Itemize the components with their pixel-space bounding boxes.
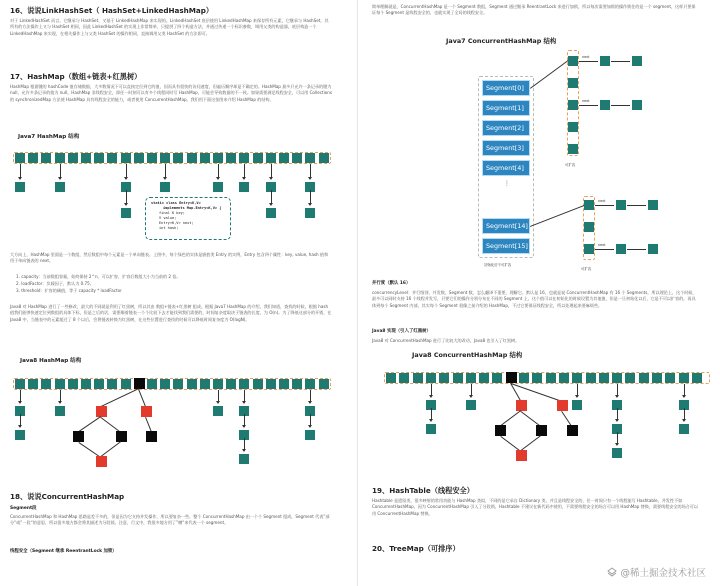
bucket — [200, 153, 210, 163]
expand-label-b: 可扩容 — [581, 267, 592, 271]
entry-node — [15, 430, 25, 440]
chain-arrow — [471, 384, 472, 396]
segment-3: Segment[3] — [482, 140, 530, 156]
next-link — [595, 205, 614, 206]
next-label: next — [598, 199, 606, 203]
entry-node — [612, 448, 622, 458]
chain-arrow — [310, 190, 311, 204]
segment-ellipsis: ⋮ — [504, 180, 510, 187]
bucket — [239, 379, 249, 389]
section-16-body: 对于 LinkedHashSet 而言，它继承与 HashSet、又基于 LinkedHashMap 来实现的。LinkedHashSet 底层使用 LinkedHashMap 来保存所有元素，它继承与 HashSet，其所有的方法操作上又与 HashSet 相同，因此 LinkedHashSet 的实现上非常简单，只提供了四个构造方法，并通过传递一个标识参数，调用父类的构造器，底层构造一个 LinkedHashMap 来实现，在相关操作上与父类 HashSet 的操作相同，直接调用父类 HashSet 的方法即可。 — [10, 18, 329, 36]
bucket — [147, 379, 157, 389]
next-link — [611, 105, 630, 106]
bucket — [55, 153, 65, 163]
segment-0: Segment[0] — [482, 80, 530, 96]
list-item: 2. loadFactor：负载因子，默认为 0.75。 — [16, 281, 94, 286]
tree-edge — [100, 441, 121, 457]
section-20-title: 20、TreeMap（可排序） — [372, 544, 460, 553]
list-item: 1. capacity：当前数组容量，始终保持 2^n，可以扩容，扩容后数组大小为当前的 2 倍。 — [16, 274, 181, 279]
bucket — [266, 379, 276, 389]
java8-description: Java8 对 HashMap 进行了一些修改，最大的不同就是利用了红黑树，所以其由 数组+链表+红黑树 组成。根据 Java7 HashMap 的介绍，我们知道，查找的时候，根据 hash 值我们能够快速定位到数组的具体下标，但是之后的话，需要顺着链表一个个比较下去才能找到我们需要的，时间复杂度取决于链表的长度，为 O(n)。为了降低这部分的开销，在 Java8 中，当链表中的元素超过了 8 个以后，会将链表转换为红黑树，在这些位置进行查找的时候可以降低时间复杂度为 O(logN)。 — [10, 304, 332, 322]
code-line: static class Entry<K,V> — [151, 201, 201, 205]
entry-node — [160, 182, 170, 192]
chain-arrow — [577, 384, 578, 396]
bucket — [305, 379, 315, 389]
java8-chm-body: Java8 对 ConcurrentHashMap 进行了比较大的改动，Java8 也引入了红黑树。 — [372, 338, 520, 343]
bucket — [479, 373, 489, 383]
bucket — [519, 373, 529, 383]
segment-heading: Segment段 — [10, 506, 37, 511]
bucket — [253, 153, 263, 163]
entry-node — [213, 406, 223, 416]
chain-arrow — [617, 408, 618, 420]
bucket — [107, 153, 117, 163]
java7-hashmap-title: Java7 HashMap 结构 — [18, 134, 80, 140]
tree-root-bucket — [506, 372, 517, 383]
bucket — [665, 373, 675, 383]
chain-arrow — [271, 164, 272, 178]
bucket — [612, 373, 622, 383]
bucket — [68, 379, 78, 389]
table-slot — [568, 144, 578, 154]
section-19-title: 19、HashTable（线程安全） — [372, 486, 474, 495]
segment-1: Segment[1] — [482, 100, 530, 116]
bucket — [68, 153, 78, 163]
tree-node-black — [536, 425, 547, 436]
bucket — [399, 373, 409, 383]
entry-node — [121, 208, 131, 218]
expand-label-a: 可扩容 — [565, 163, 576, 167]
entry-node — [213, 182, 223, 192]
bucket — [439, 373, 449, 383]
entry-node — [55, 182, 65, 192]
chain-arrow — [310, 390, 311, 402]
entry-node — [55, 406, 65, 416]
code-line: V value; — [159, 216, 177, 220]
section-17-body: HashMap 根据键的 hashCode 值存储数据，大多数情况下可以直接定位到它的值，因而具有很快的访问速度，但遍历顺序却是不确定的。HashMap 最多只允许一条记录的键为 null，允许多条记录的值为 null。HashMap 非线程安全，即任一时刻可以有多个线程同时写 HashMap，可能会导致数据的不一致。如果需要满足线程安全，可以用 Collections 的 synchronizedMap 方法使 HashMap 具有线程安全的能力，或者使用 ConcurrentHashMap。我们用下面这张图来介绍 HashMap 的结构。 — [10, 84, 332, 102]
bucket — [226, 153, 236, 163]
array-description: 大方向上，HashMap 里面是一个数组，然后数组中每个元素是一个单向链表。上图中，每个绿色的实体是嵌套类 Entry 的实例，Entry 包含四个属性：key, value, hash 值和用于单向链表的 next。 — [10, 252, 329, 264]
right-page — [362, 0, 720, 586]
segment-2: Segment[2] — [482, 120, 530, 136]
next-link — [611, 61, 630, 62]
bucket — [692, 373, 702, 383]
entry-node — [632, 100, 642, 110]
table-slot — [584, 222, 594, 232]
bucket — [173, 153, 183, 163]
parallel-body: concurrencyLevel：并行级别、并发数、Segment 数，怎么翻译不重要，理解它。默认是 16，也就是说 ConcurrentHashMap 有 16 个 Segments，所以理论上，这个时候，最多可以同时支持 16 个线程并发写，只要它们的操作分别分布在不同的 Segment 上。这个值可以在初始化的时候设置为其他值，但是一旦初始化以后，它是不可以扩容的。再具体到每个 Segment 内部，其实每个 Segment 很像之前介绍的 HashMap，不过它要保证线程安全，所以处理起来要麻烦些。 — [372, 290, 697, 308]
tree-node-black — [73, 431, 84, 442]
bucket — [679, 373, 689, 383]
tree-node-black — [495, 425, 506, 436]
code-line: implements Map.Entry<K,V> { — [163, 206, 222, 210]
bucket — [15, 379, 25, 389]
next-link — [579, 61, 598, 62]
tree-node-red — [516, 400, 527, 411]
bucket — [453, 373, 463, 383]
table-slot — [568, 122, 578, 132]
chain-arrow — [431, 408, 432, 420]
entry-node — [648, 200, 658, 210]
bucket — [81, 379, 91, 389]
section-17-title: 17、HashMap（数组+链表+红黑树） — [10, 72, 142, 81]
entry-node — [648, 244, 658, 254]
chain-arrow — [20, 164, 21, 178]
left-page — [0, 0, 358, 586]
bucket — [160, 379, 170, 389]
java8-hashmap-title: Java8 HashMap 结构 — [20, 358, 82, 364]
bucket — [305, 153, 315, 163]
table-slot — [568, 56, 578, 66]
bucket — [546, 373, 556, 383]
next-label: next — [598, 243, 606, 247]
next-link — [627, 205, 646, 206]
table-slot — [584, 244, 594, 254]
bucket — [160, 153, 170, 163]
entry-node — [15, 182, 25, 192]
bucket — [279, 153, 289, 163]
bucket — [28, 379, 38, 389]
chain-arrow — [617, 432, 618, 444]
bucket — [200, 379, 210, 389]
chain-arrow — [20, 414, 21, 426]
entry-node — [572, 400, 582, 410]
section-18-body: ConcurrentHashMap 和 HashMap 思路是差不多的，但是因为它支持并发操作，所以要复杂一些。整个 ConcurrentHashMap 由一个个 Segment 组成，Segment 代表”部分“或”一段“的意思，所以很多地方都会将其描述为分段锁。注意，行文中，我很多地方用了”槽“来代表一个 segment。 — [10, 514, 330, 526]
bucket — [81, 153, 91, 163]
java8-chm-title: Java8 ConcurrentHashMap 结构 — [412, 351, 523, 359]
entry-node — [600, 100, 610, 110]
section-18-title: 18、说说ConcurrentHashMap — [10, 492, 125, 501]
segment-15: Segment[15] — [482, 238, 530, 254]
bucket — [226, 379, 236, 389]
bucket — [466, 373, 476, 383]
tree-node-black — [567, 425, 578, 436]
tree-node-black — [146, 431, 157, 442]
bucket — [173, 379, 183, 389]
bucket — [147, 153, 157, 163]
tree-node-black — [116, 431, 127, 442]
next-link — [579, 105, 598, 106]
bucket — [107, 379, 117, 389]
next-label: next — [582, 55, 590, 59]
chain-arrow — [60, 390, 61, 402]
entry-code-box — [145, 197, 231, 240]
table-slot — [584, 200, 594, 210]
bucket — [292, 379, 302, 389]
bucket — [94, 379, 104, 389]
bucket — [625, 373, 635, 383]
section-16-title: 16、说说LinkHashSet（ HashSet+LinkedHashMap） — [10, 6, 214, 15]
chain-arrow — [244, 390, 245, 402]
bucket — [319, 379, 329, 389]
tree-edge — [78, 416, 101, 432]
next-link — [595, 249, 614, 250]
bucket — [121, 153, 131, 163]
chain-arrow — [126, 190, 127, 204]
next-label: next — [582, 99, 590, 103]
bucket — [639, 373, 649, 383]
bucket — [319, 153, 329, 163]
entry-node — [632, 56, 642, 66]
bucket — [599, 373, 609, 383]
watermark — [607, 565, 706, 579]
bucket — [652, 373, 662, 383]
tree-edge — [138, 389, 146, 407]
chain-arrow — [60, 164, 61, 178]
bucket — [386, 373, 396, 383]
bucket — [492, 373, 502, 383]
list-item: 3. threshold：扩容的阈值，等于 capacity * loadFactor — [16, 288, 122, 293]
watermark-text: @稀土掘金技术社区 — [620, 568, 706, 579]
bucket — [134, 153, 144, 163]
bucket — [559, 373, 569, 383]
entry-node — [266, 208, 276, 218]
tree-node-red — [96, 406, 107, 417]
bucket — [187, 379, 197, 389]
entry-node — [600, 56, 610, 66]
bucket — [292, 153, 302, 163]
entry-node — [239, 454, 249, 464]
chain-arrow — [271, 190, 272, 204]
code-line: final K key; — [159, 211, 185, 215]
bucket — [413, 373, 423, 383]
code-line: Entry<K,V> next; — [159, 221, 194, 225]
tree-node-red — [557, 400, 568, 411]
chain-arrow — [431, 384, 432, 396]
bucket — [41, 153, 51, 163]
chain-arrow — [165, 164, 166, 178]
chain-arrow — [244, 414, 245, 426]
right-top-body: 简单理解就是，ConcurrentHashMap 是一个 Segment 数组，Segment 通过继承 ReentrantLock 来进行加锁，所以每次需要加锁的操作锁住的是一个 segment，这样只要保证每个 Segment 是线程安全的，也就实现了全局的线程安全。 — [372, 4, 696, 16]
chain-arrow — [218, 390, 219, 402]
tree-node-red — [516, 450, 527, 461]
chain-arrow — [218, 164, 219, 178]
entry-node — [616, 200, 626, 210]
table-slot — [568, 100, 578, 110]
entry-node — [679, 424, 689, 434]
chain-arrow — [310, 164, 311, 178]
entry-node — [426, 424, 436, 434]
entry-node — [305, 430, 315, 440]
chain-arrow — [684, 384, 685, 396]
bucket — [266, 153, 276, 163]
entry-node — [466, 400, 476, 410]
java8-chm-heading: Java8 实现（引入了红黑树） — [372, 329, 431, 334]
bucket — [572, 373, 582, 383]
bucket — [28, 153, 38, 163]
entry-node — [305, 208, 315, 218]
bucket — [187, 153, 197, 163]
tree-node-red — [141, 406, 152, 417]
java7-chm-title: Java7 ConcurrentHashMap 结构 — [446, 37, 557, 45]
chain-arrow — [244, 164, 245, 178]
bucket — [279, 379, 289, 389]
chain-arrow — [310, 414, 311, 426]
bucket — [532, 373, 542, 383]
entry-node — [616, 244, 626, 254]
lock-heading: 线程安全（Segment 继承 ReentrantLock 加锁） — [10, 549, 117, 554]
segment-14: Segment[14] — [482, 218, 530, 234]
bucket — [239, 153, 249, 163]
init-label: 初始化后不可扩容 — [484, 263, 512, 267]
tree-root-bucket — [134, 378, 145, 389]
next-link — [627, 249, 646, 250]
code-line: int hash; — [159, 226, 179, 230]
chain-arrow — [684, 408, 685, 420]
chain-arrow — [126, 164, 127, 178]
parallel-heading: 并行度（默认 16） — [372, 281, 411, 286]
table-slot — [568, 78, 578, 88]
bucket — [213, 379, 223, 389]
bucket — [426, 373, 436, 383]
tree-node-red — [96, 456, 107, 467]
bucket — [15, 153, 25, 163]
chain-arrow — [617, 384, 618, 396]
bucket — [41, 379, 51, 389]
bucket — [121, 379, 131, 389]
bucket — [213, 153, 223, 163]
tree-edge — [101, 388, 139, 407]
segment-4: Segment[4] — [482, 160, 530, 176]
section-19-body: Hashtable 是遗留类，很多映射的常用功能与 HashMap 类似，不同的是它承自 Dictionary 类，并且是线程安全的，任一时间只有一个线程能写 Hashtable，并发性不如 ConcurrentHashMap，因为 ConcurrentHashMap 引入了分段锁。Hashtable 不建议在新代码中使用，不需要线程安全的场合可以用 HashMap 替换，需要线程安全的场合可以用 ConcurrentHashMap 替换。 — [372, 498, 698, 516]
chain-arrow — [244, 438, 245, 450]
bucket — [586, 373, 596, 383]
bucket — [55, 379, 65, 389]
juejin-logo-icon — [607, 567, 617, 577]
chain-arrow — [20, 390, 21, 402]
bucket — [253, 379, 263, 389]
bucket — [94, 153, 104, 163]
entry-node — [239, 182, 249, 192]
